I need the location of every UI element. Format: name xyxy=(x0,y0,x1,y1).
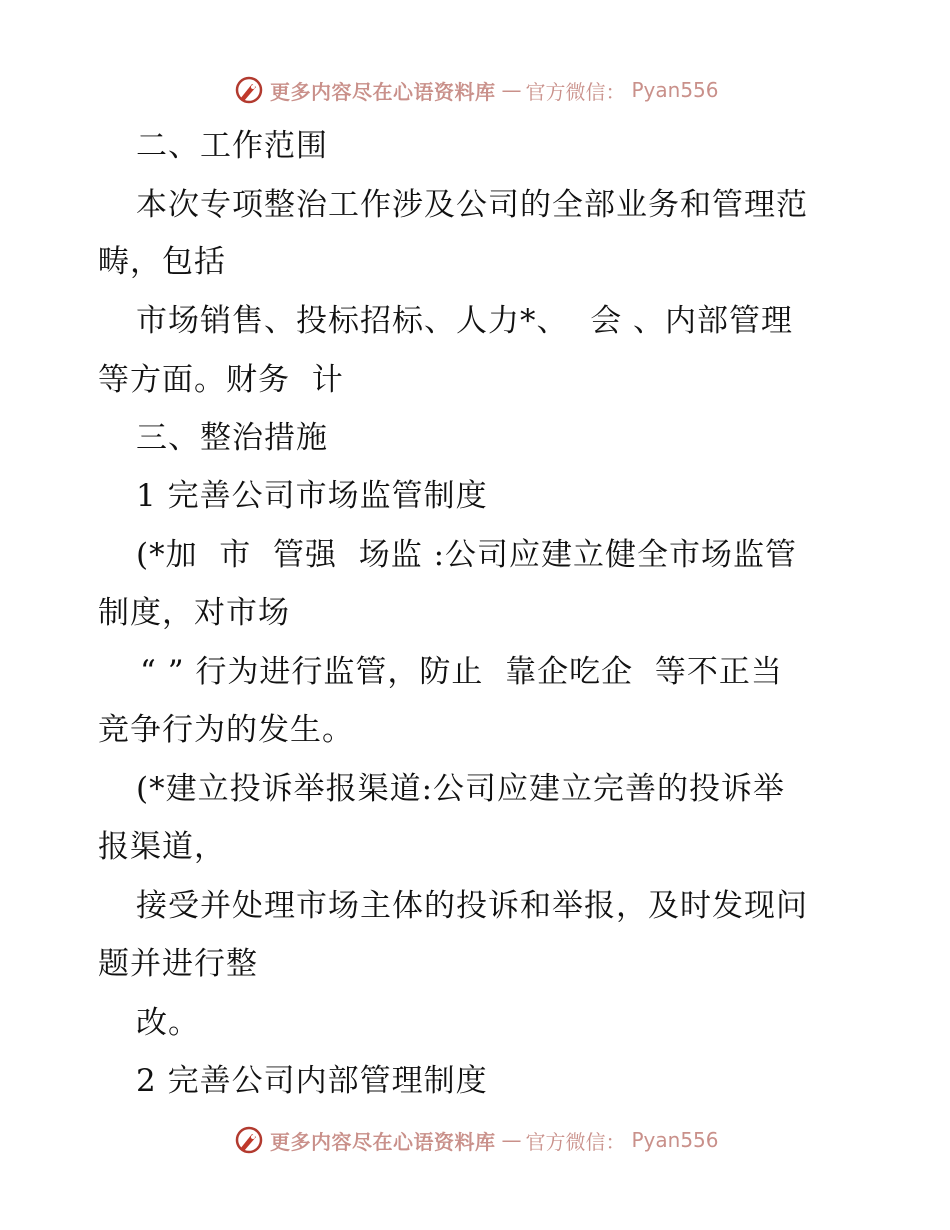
paragraph-line: 报渠道， xyxy=(98,829,226,865)
paragraph-line: 题并进行整 xyxy=(98,946,258,982)
subheading-market-supervision: 1 完善公司市场监管制度 xyxy=(136,478,488,514)
paragraph-line: 畴，包括 xyxy=(98,244,226,280)
watermark-text: 更多内容尽在心语资料库 xyxy=(270,1129,496,1154)
paragraph-line: 市场销售、投标招标、人力*、 会 、内部管理 xyxy=(136,303,794,339)
watermark-header xyxy=(234,74,719,106)
watermark-dash: — xyxy=(501,1128,520,1152)
watermark-footer xyxy=(234,1124,719,1156)
watermark-wechat-label: 官方微信： xyxy=(525,79,626,104)
paragraph-line: 竞争行为的发生。 xyxy=(98,712,354,748)
paragraph-line: 接受并处理市场主体的投诉和举报，及时发现问 xyxy=(136,888,808,924)
watermark-wechat-id: Pyan556 xyxy=(631,1128,719,1152)
watermark-text: 更多内容尽在心语资料库 xyxy=(270,79,496,104)
paragraph-line: 改。 xyxy=(136,1005,200,1041)
watermark-wechat-id: Pyan556 xyxy=(631,78,719,102)
paragraph-line: 制度，对市场 xyxy=(98,595,290,631)
pen-nib-logo-icon xyxy=(234,75,264,105)
paragraph-line: 等方面。财务 计 xyxy=(98,362,344,398)
heading-work-scope: 二、工作范围 xyxy=(136,128,328,164)
watermark-wechat-label: 官方微信： xyxy=(525,1129,626,1154)
pen-nib-logo-icon xyxy=(234,1125,264,1155)
paragraph-line: (*建立投诉举报渠道:公司应建立完善的投诉举 xyxy=(136,771,786,807)
subheading-internal-management: 2 完善公司内部管理制度 xyxy=(136,1063,488,1099)
paragraph-line: “ ” 行为进行监管，防止 靠企吃企 等不正当 xyxy=(140,654,783,690)
heading-remediation-measures: 三、整治措施 xyxy=(136,420,328,456)
paragraph-line: (*加 市 管强 场监 :公司应建立健全市场监管 xyxy=(136,537,798,573)
watermark-dash: — xyxy=(501,78,520,102)
paragraph-line: 本次专项整治工作涉及公司的全部业务和管理范 xyxy=(136,187,808,223)
